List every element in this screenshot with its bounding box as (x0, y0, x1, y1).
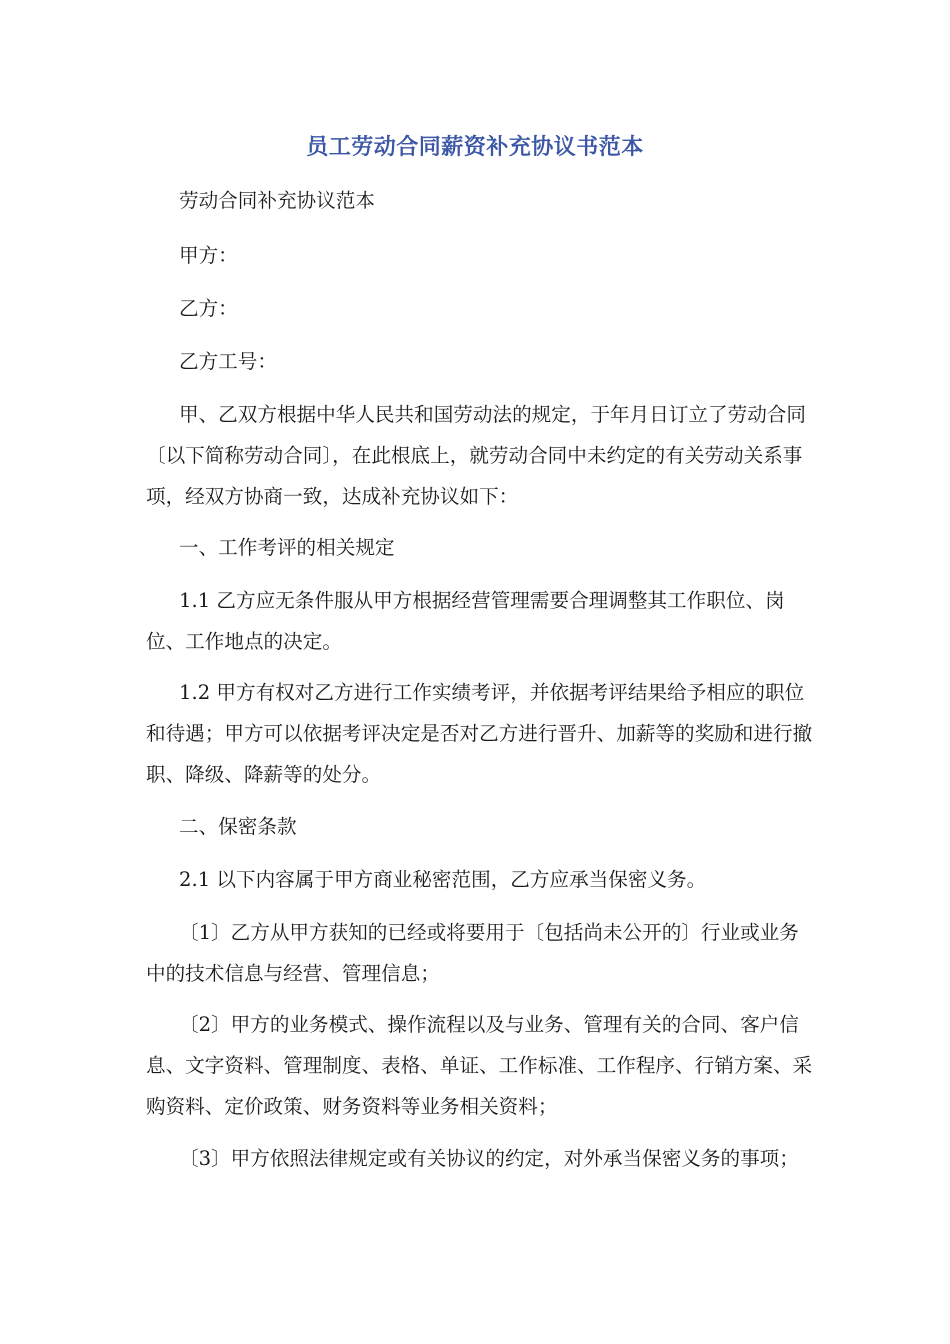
paragraph-subtitle: 劳动合同补充协议范本 (179, 189, 375, 212)
clause-2-1-item-3: 〔3〕甲方依照法律规定或有关协议的约定，对外承当保密义务的事项； (179, 1147, 799, 1170)
clause-1-2: 1.2 甲方有权对乙方进行工作实绩考评，并依据考评结果给予相应的职位和待遇；甲方可以依据考评决定是否对乙方进行晋升、加薪等的奖励和进行撤职、降级、降薪等的处分。 (146, 681, 813, 786)
document-title: 员工劳动合同薪资补充协议书范本 (306, 135, 644, 160)
section-heading-2: 二、保密条款 (179, 815, 297, 838)
paragraph-party-b-id: 乙方工号： (179, 350, 277, 373)
paragraph-party-b: 乙方： (179, 297, 238, 320)
section-heading-1: 一、工作考评的相关规定 (179, 536, 395, 559)
clause-2-1-item-1: 〔1〕乙方从甲方获知的已经或将要用于〔包括尚未公开的〕行业或业务中的技术信息与经营、管理信息； (146, 921, 799, 985)
clause-2-1: 2.1 以下内容属于甲方商业秘密范围，乙方应承当保密义务。 (179, 868, 707, 891)
paragraph-party-a: 甲方： (179, 244, 238, 267)
clause-2-1-item-2: 〔2〕甲方的业务模式、操作流程以及与业务、管理有关的合同、客户信息、文字资料、管理制度、表格、单证、工作标准、工作程序、行销方案、采购资料、定价政策、财务资料等业务相关资料； (146, 1013, 813, 1118)
paragraph-preamble: 甲、乙双方根据中华人民共和国劳动法的规定，于年月日订立了劳动合同〔以下简称劳动合同〕，在此根底上，就劳动合同中未约定的有关劳动关系事项，经双方协商一致，达成补充协议如下： (146, 403, 806, 508)
clause-1-1: 1.1 乙方应无条件服从甲方根据经营管理需要合理调整其工作职位、岗位、工作地点的决定。 (146, 589, 785, 653)
